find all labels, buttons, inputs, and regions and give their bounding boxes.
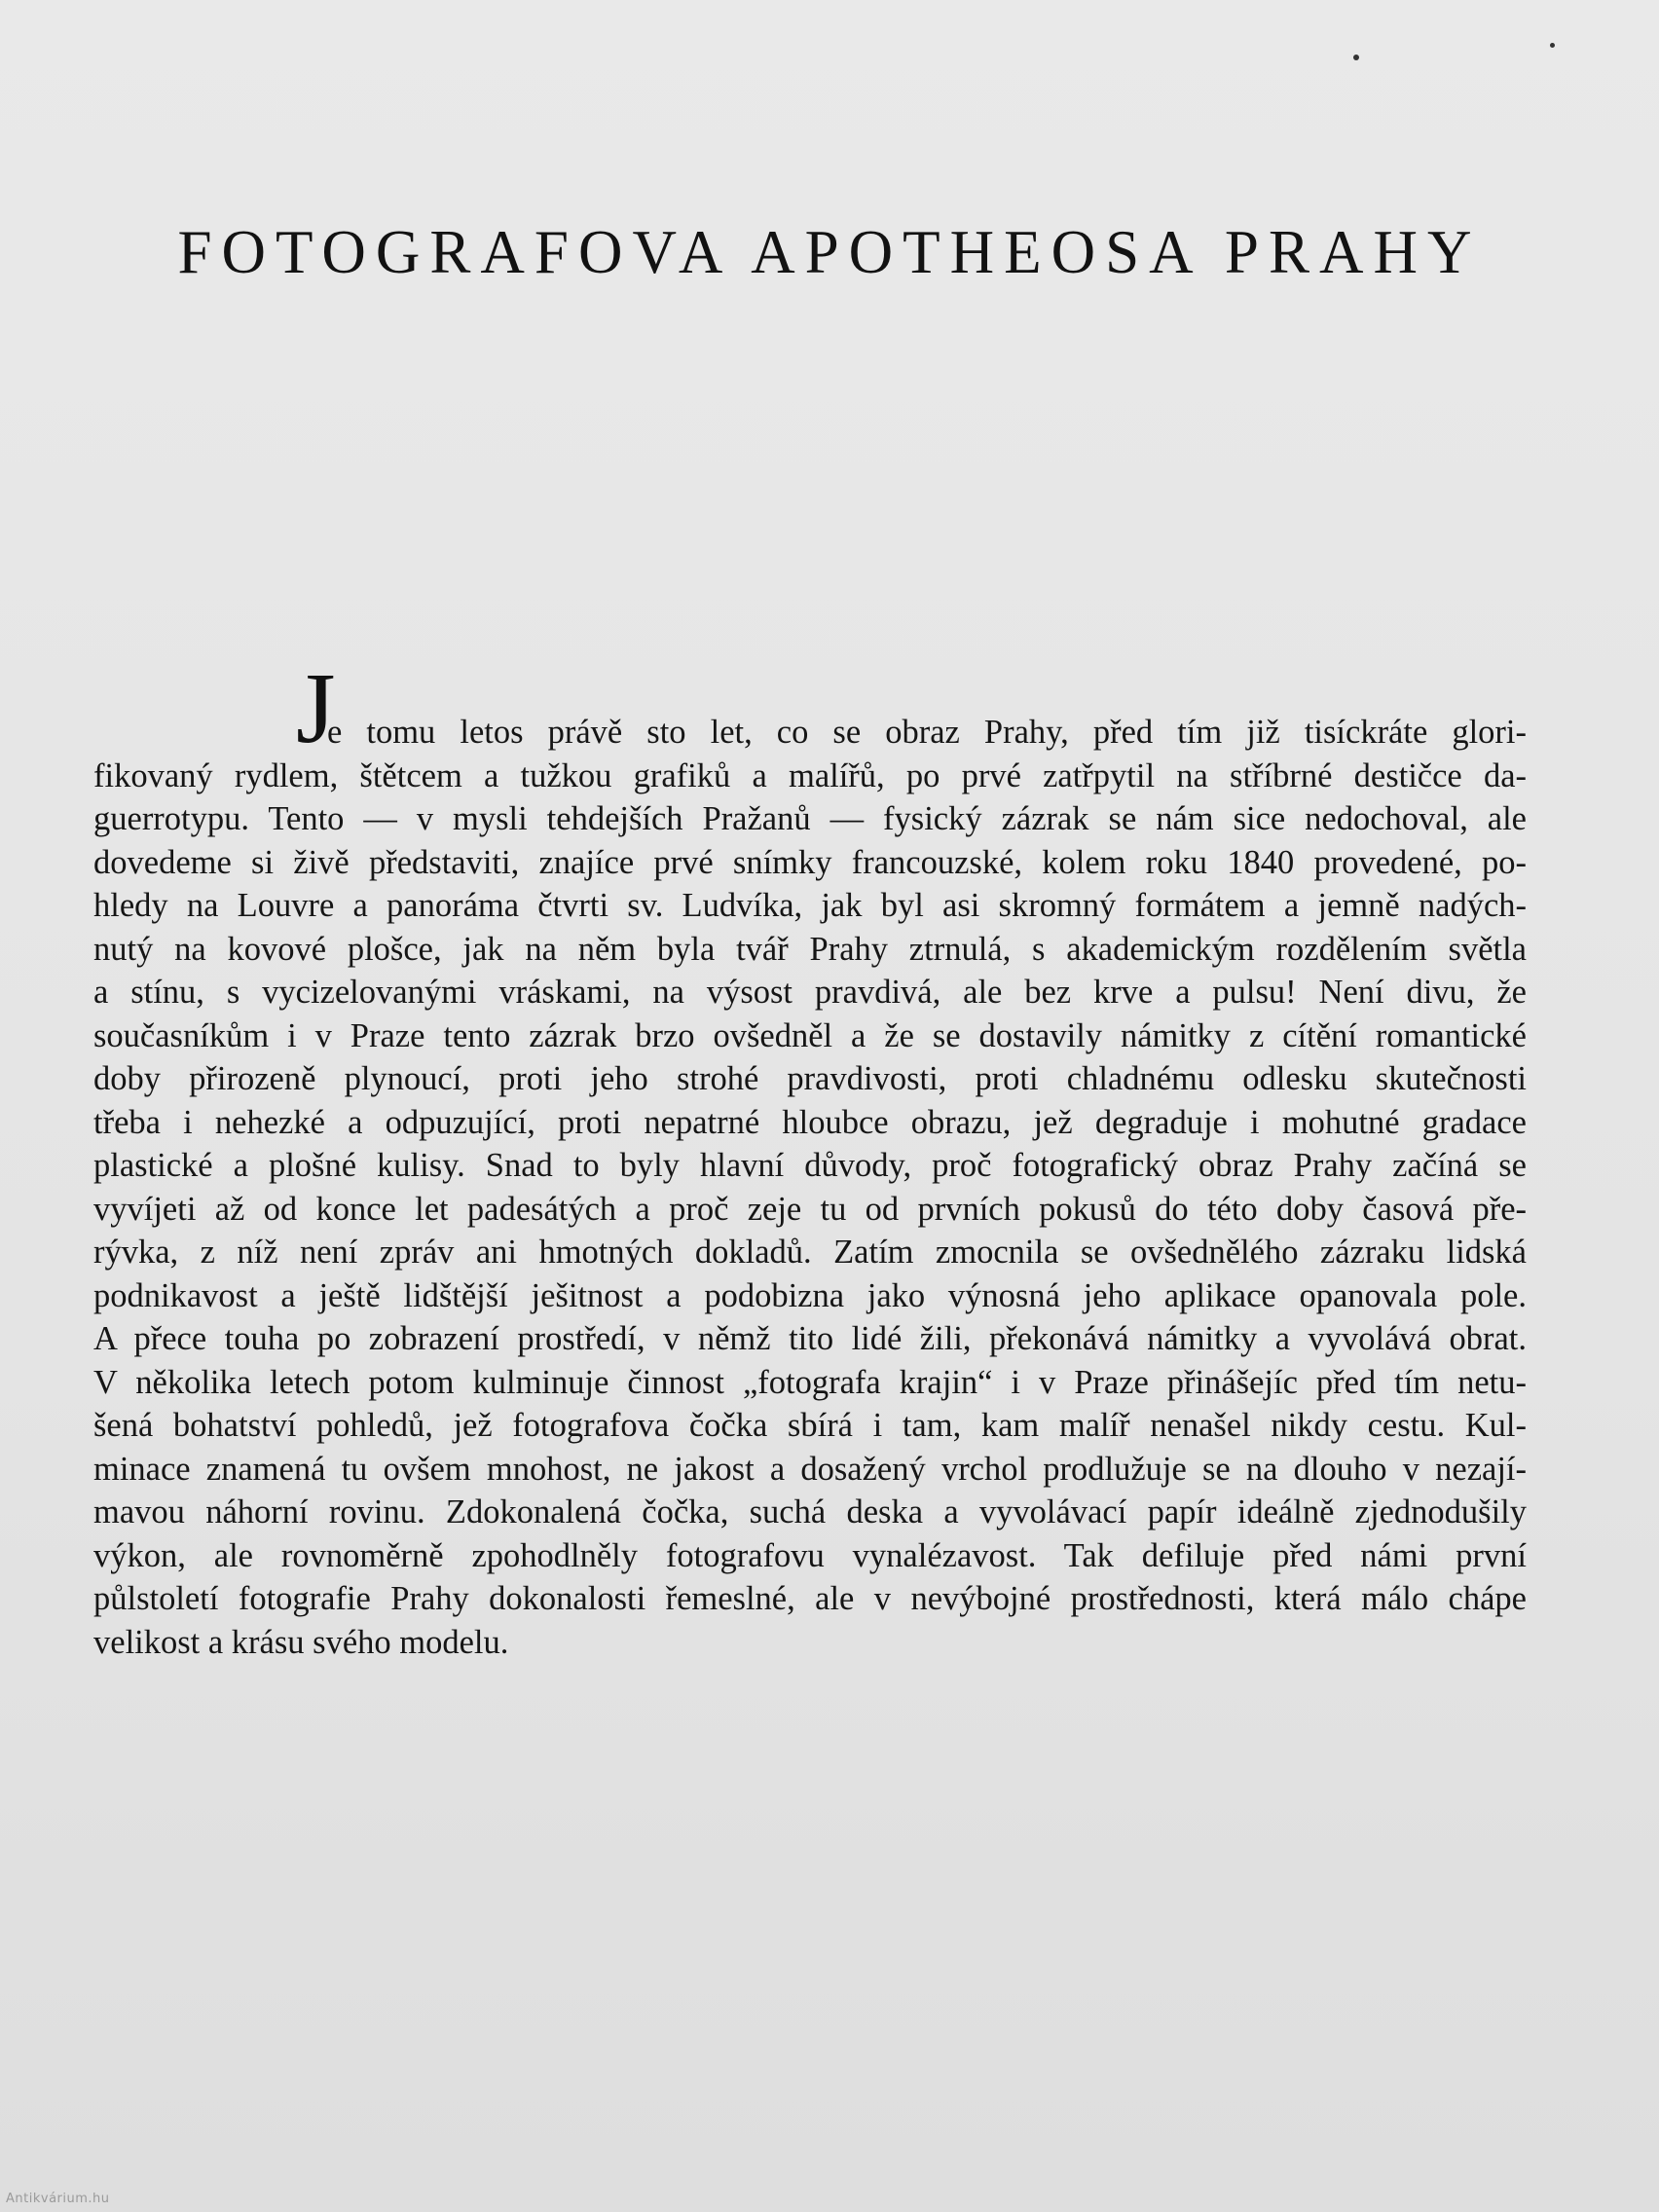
- text-line: plastické a plošné kulisy. Snad to byly hlavní důvody, proč fotografický obraz Prahy začíná se: [93, 1147, 1527, 1184]
- text-line: výkon, ale rovnoměrně zpohodlněly fotografovu vynalézavost. Tak defiluje před námi první: [93, 1536, 1527, 1574]
- text-line: vyvíjeti až od konce let padesátých a proč zeje tu od prvních pokusů do této doby časová pře-: [93, 1190, 1527, 1228]
- text-line: dovedeme si živě představiti, znajíce prvé snímky francouzské, kolem roku 1840 provedené, po-: [93, 843, 1527, 881]
- paper-speck: [1550, 43, 1555, 48]
- text-line: minace znamená tu ovšem mnohost, ne jakost a dosažený vrchol prodlužuje se na dlouho v nezají-: [93, 1450, 1527, 1488]
- text-line: hledy na Louvre a panoráma čtvrti sv. Ludvíka, jak byl asi skromný formátem a jemně nadých-: [93, 887, 1527, 924]
- page-title: FOTOGRAFOVA APOTHEOSA PRAHY: [177, 218, 1482, 286]
- watermark: Antikvárium.hu: [6, 2192, 110, 2206]
- paper-speck: [1353, 55, 1359, 60]
- text-line: V několika letech potom kulminuje činnost „fotografa krajin“ i v Praze přinášejíc před tím netu-: [93, 1363, 1527, 1401]
- text-line: a stínu, s vycizelovanými vráskami, na výsost pravdivá, ale bez krve a pulsu! Není divu, že: [93, 974, 1527, 1011]
- text-line: rývka, z níž není zpráv ani hmotných dokladů. Zatím zmocnila se ovšedněléhο zázraku lidská: [93, 1234, 1527, 1271]
- text-line: mavou náhorní rovinu. Zdokonalená čočka, suchá deska a vyvolávací papír ideálně zjednodušily: [93, 1493, 1527, 1530]
- text-line: třeba i nehezké a odpuzující, proti nepatrné hloubce obrazu, jež degraduje i mohutné gradace: [93, 1103, 1527, 1141]
- text-line: guerrotypu. Tento — v mysli tehdejších Pražanů — fysický zázrak se nám sice nedochoval, ale: [93, 800, 1527, 837]
- text-line: šená bohatství pohledů, jež fotografova čočka sbírá i tam, kam malíř nenašel nikdy cestu. Kul-: [93, 1407, 1527, 1444]
- text-line: podnikavost a ještě lidštější ješitnost a podobizna jako výnosná jeho aplikace opanovala pole.: [93, 1276, 1527, 1314]
- body-paragraph: [93, 711, 1527, 1664]
- text-line: půlstoletí fotografie Prahy dokonalosti řemeslné, ale v nevýbojné prostřednosti, která málo chápe: [93, 1580, 1527, 1617]
- text-line: nutý na kovové plošce, jak na něm byla tvář Prahy ztrnulá, s akademickým rozdělením světla: [93, 930, 1527, 968]
- text-line: doby přirozeně plynoucí, proti jeho strohé pravdivosti, proti chladnému odlesku skutečnosti: [93, 1060, 1527, 1097]
- text-line: současníkům i v Praze tento zázrak brzo ovšedněl a že se dostavily námitky z cítění romantické: [93, 1016, 1527, 1054]
- drop-cap: J: [296, 652, 336, 764]
- text-line: A přece touha po zobrazení prostředí, v němž tito lidé žili, překonává námitky a vyvolává obrat.: [93, 1320, 1527, 1357]
- text-line: e tomu letos právě sto let, co se obraz Prahy, před tím již tisíckráte glori-: [327, 714, 1527, 751]
- text-line: fikovaný rydlem, štětcem a tužkou grafiků a malířů, po prvé zatřpytil na stříbrné destičce da-: [93, 756, 1527, 794]
- text-line: velikost a krásu svého modelu.: [93, 1623, 509, 1661]
